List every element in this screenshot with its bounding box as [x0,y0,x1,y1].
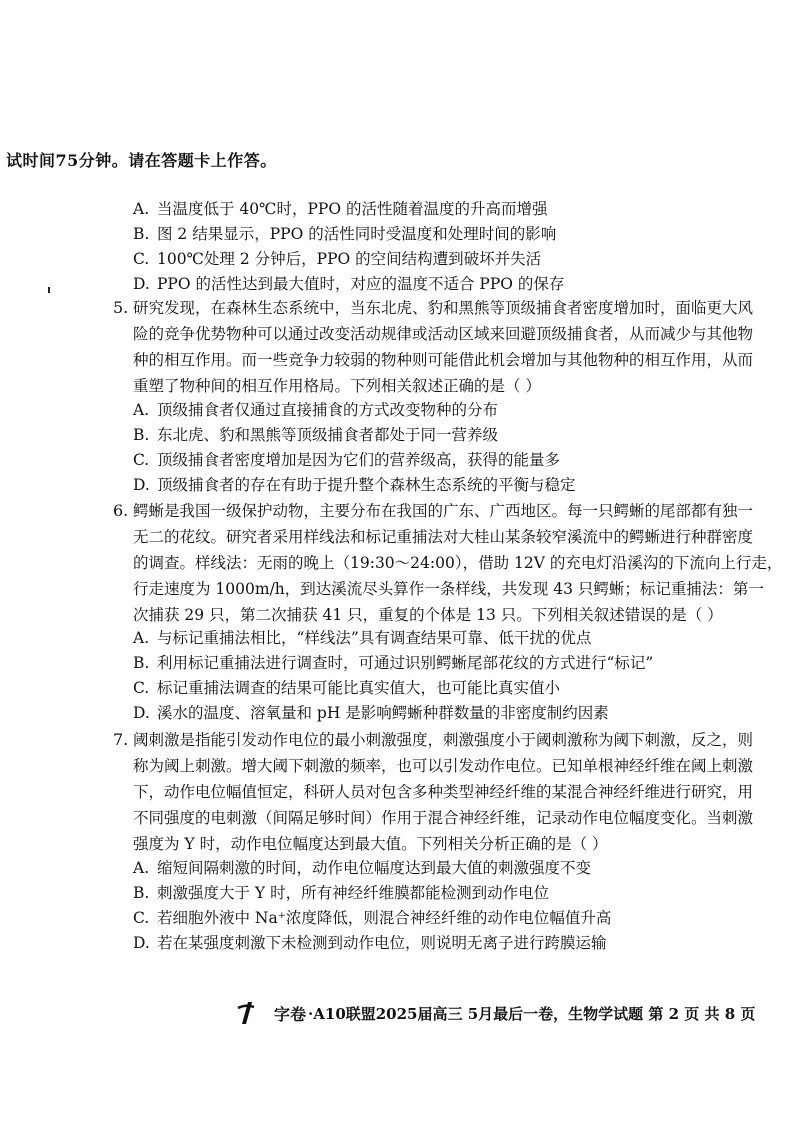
option-letter: B. [133,654,150,672]
option-text: 100℃处理 2 分钟后，PPO 的空间结构遭到破坏并失活 [157,250,542,268]
option-letter: C. [133,679,150,697]
question-stem-line: 的调查。样线法：无雨的晚上（19:30～24:00），借助 12V 的充电灯沿溪沟的下流向上行走， [133,554,783,572]
q5-option-d [133,475,576,495]
option-letter: D. [133,934,150,952]
option-letter: C. [133,909,150,927]
q5-option-c [133,450,560,470]
option-text: 顶级捕食者的存在有助于提升整个森林生态系统的平衡与稳定 [157,476,576,494]
option-text: 利用标记重捕法进行调查时，可通过识别鳄蜥尾部花纹的方式进行“标记” [157,654,654,672]
option-text: 东北虎、豹和黑熊等顶级捕食者都处于同一营养级 [157,426,499,444]
option-letter: B. [133,426,150,444]
q7-option-b [133,883,549,903]
question-stem-line: 不同强度的电刺激（间隔足够时间）作用于混合神经纤维，记录动作电位幅度变化。当刺激 [133,809,754,827]
q4-option-d [133,274,564,294]
option-letter: A. [133,200,150,218]
option-letter: A. [133,629,150,647]
option-text: 图 2 结果显示，PPO 的活性同时受温度和处理时间的影响 [157,225,557,243]
option-text: 与标记重捕法相比，“样线法”具有调查结果可靠、低干扰的优点 [157,629,592,647]
option-letter: C. [133,451,150,469]
question-number: 5. [113,298,129,317]
question-stem-line: 下，动作电位幅值恒定，科研人员对包含多种类型神经纤维的某混合神经纤维进行研究，用 [133,783,754,801]
question-stem-line: 行走速度为 1000m/h，到达溪流尽头算作一条样线，共发现 43 只鳄蜥；标记重捕法：第一 [133,580,764,598]
q4-option-b [133,224,556,244]
question-stem-line: 阈刺激是指能引发动作电位的最小刺激强度，刺激强度小于阈刺激称为阈下刺激，反之，则 [133,731,754,749]
q7-option-d [133,933,607,953]
option-text: 标记重捕法调查的结果可能比真实值大，也可能比真实值小 [157,679,561,697]
q5-option-a [133,400,498,420]
question-number: 6. [113,501,129,520]
q6-option-c [133,678,560,698]
option-letter: B. [133,884,150,902]
option-letter: D. [133,275,150,293]
option-letter: B. [133,225,150,243]
page-footer [236,1000,755,1026]
q4-option-a [133,199,547,219]
question-stem-line: 研究发现，在森林生态系统中，当东北虎、豹和黑熊等顶级捕食者密度增加时，面临更大风 [133,299,754,317]
option-text: 若在某强度刺激下未检测到动作电位，则说明无离子进行跨膜运输 [157,934,607,952]
question-stem-line: 种的相互作用。而一些竞争力较弱的物种则可能借此机会增加与其他物种的相互作用，从而 [133,351,754,369]
exam-instruction: 试时间75分钟。请在答题卡上作答。 [6,151,277,170]
question-stem-line: 称为阈上刺激。增大阈下刺激的频率，也可以引发动作电位。已知单根神经纤维在阈上刺激 [133,757,754,775]
question-stem-line: 险的竞争优势物种可以通过改变活动规律或活动区域来回避顶级捕食者，从而减少与其他物 [133,325,754,343]
scan-mark [48,287,50,293]
option-letter: D. [133,476,150,494]
option-text: 顶级捕食者密度增加是因为它们的营养级高，获得的能量多 [157,451,561,469]
q6-option-b [133,653,653,673]
question-stem-line: 鳄蜥是我国一级保护动物，主要分布在我国的广东、广西地区。每一只鳄蜥的尾部都有独一 [133,502,754,520]
option-text: 若细胞外液中 Na⁺浓度降低，则混合神经纤维的动作电位幅值升高 [157,909,612,927]
question-number: 7. [113,730,129,749]
option-letter: C. [133,250,150,268]
option-text: 溪水的温度、溶氧量和 pH 是影响鳄蜥种群数量的非密度制约因素 [157,704,609,722]
q4-option-c [133,249,541,269]
option-text: PPO 的活性达到最大值时，对应的温度不适合 PPO 的保存 [157,275,565,293]
question-stem-line: 强度为 Y 时，动作电位幅度达到最大值。下列相关分析正确的是（ ） [133,835,608,853]
brand-logo-icon [236,1000,270,1026]
question-stem-line: 重塑了物种间的相互作用格局。下列相关叙述正确的是（ ） [133,377,541,395]
option-text: 顶级捕食者仅通过直接捕食的方式改变物种的分布 [157,401,499,419]
option-letter: D. [133,704,150,722]
q5-option-b [133,425,498,445]
q6-option-d [133,703,609,723]
q6-option-a [133,628,591,648]
question-stem-line: 次捕获 29 只，第二次捕获 41 只，重复的个体是 13 只。下列相关叙述错误的是（ ） [133,606,723,624]
q7-option-a [133,858,591,878]
option-letter: A. [133,859,150,877]
option-text: 刺激强度大于 Y 时，所有神经纤维膜都能检测到动作电位 [157,884,550,902]
footer-text: ·A10联盟2025届高三 5月最后一卷，生物学试题 第 2 页 共 8 页 [308,1004,756,1023]
brand-name: 字卷 [274,1004,307,1024]
q7-option-c [133,908,611,928]
question-stem-line: 无二的花纹。研究者采用样线法和标记重捕法对大桂山某条较窄溪流中的鳄蜥进行种群密度 [133,528,754,546]
option-letter: A. [133,401,150,419]
option-text: 当温度低于 40℃时，PPO 的活性随着温度的升高而增强 [157,200,548,218]
option-text: 缩短间隔刺激的时间，动作电位幅度达到最大值的刺激强度不变 [157,859,592,877]
